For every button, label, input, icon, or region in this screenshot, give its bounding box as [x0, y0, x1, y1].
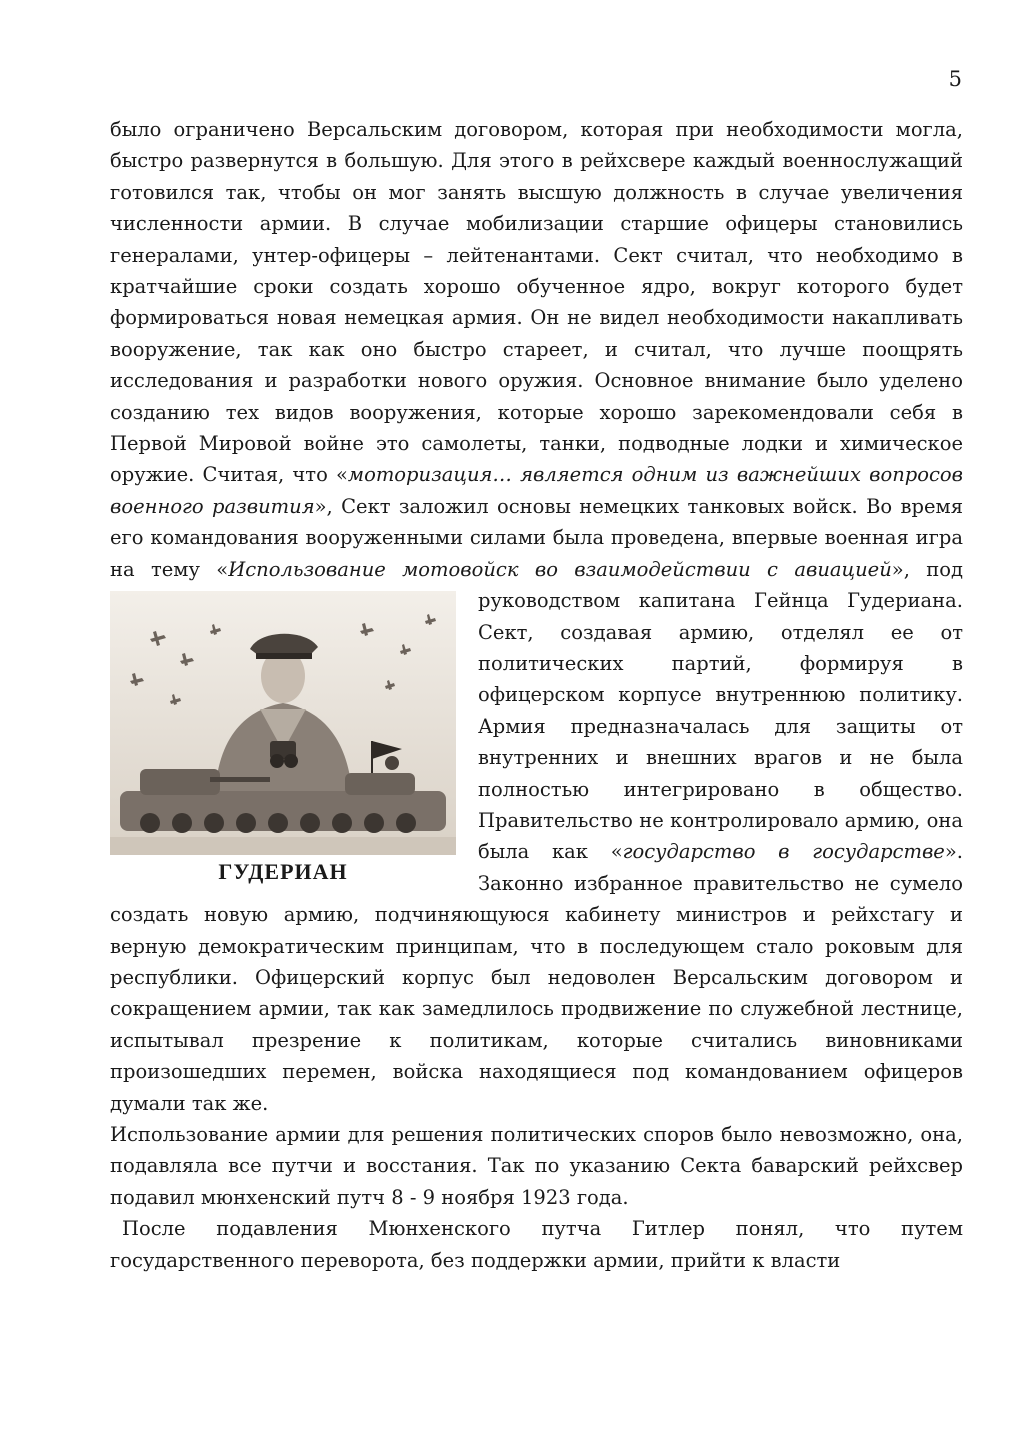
quote-text: государство в государстве: [622, 840, 945, 864]
paragraph-text: было ограничено Версальским договором, которая при необходимости могла, быстро развернутся в большую. Для этого в рейхсвере каждый военнослужащий готовился так, чтобы он мог занять высшую должность в случае увеличения численности армии. В случае мобилизации старшие офицеры становились генералами, унтер-офицеры – лейтенантами. Сект считал, что необходимо в кратчайшие сроки создать хорошо обученное ядро, вокруг которого будет формироваться новая немецкая армия. Он не видел необходимости накапливать вооружение, так как оно быстро стареет, и считал, что лучше поощрять исследования и разработки нового оружия. Основное внимание было уделено созданию тех видов вооружения, которые хорошо зарекомендовали себя в Первой Мировой войне это самолеты, танки, подводные лодки и химическое оружие. Считая, что «: [110, 118, 963, 487]
figure-caption: ГУДЕРИАН: [218, 859, 348, 885]
guderian-figure: [110, 591, 460, 887]
quote-text: Использование мотовойск во взаимодействии с авиацией: [228, 557, 892, 581]
portrait-illustration-icon: [110, 591, 456, 855]
body-text: [110, 114, 963, 1276]
paragraph-text: », под руководством капитана Гейнца Гудериана. Сект, создавая армию, отделял ее от политических партий, формируя в офицерском корпусе внутреннюю политику. Армия предназначалась для защиты от внутренних и внешних врагов и не была полностью интегрировано в общество. Правительство не контролировало армию, она была как «: [478, 557, 963, 864]
paragraph: Использование армии для решения политических споров было невозможно, она, подавляла все путчи и восстания. Так по указанию Секта баварский рейхсвер подавил мюнхенский путч 8 - 9 ноября 1923 года.: [110, 1123, 963, 1209]
paragraph: После подавления Мюнхенского путча Гитлер понял, что путем государственного переворота, без поддержки армии, прийти к власти: [110, 1217, 963, 1272]
page-number: 5: [948, 67, 962, 91]
paragraph: [110, 114, 963, 1119]
paragraph-text: ». Законно избранное правительство не сумело создать новую армию, подчиняющуюся кабинету министров и рейхстагу и верную демократическим принципам, что в последующем стало роковым для республики. Офицерский корпус был недоволен Версальским договором и сокращением армии, так как замедлилось продвижение по служебной лестнице, испытывал презрение к политикам, которые считались виновниками произошедших перемен, войска находящиеся под командованием офицеров думали так же.: [110, 840, 963, 1115]
paragraph-text: », Сект заложил основы немецких танковых войск. Во время его командования вооруженными силами была проведена, впервые военная игра на тему «: [110, 494, 963, 581]
quote-text: моторизация… является одним из важнейших вопросов военного развития: [110, 463, 963, 518]
